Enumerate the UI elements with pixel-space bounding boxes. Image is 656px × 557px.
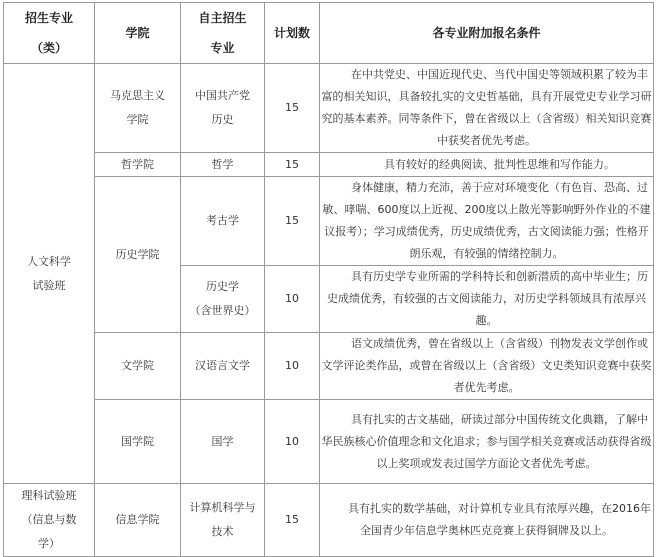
college-cell: 文学院 <box>95 333 181 400</box>
table-row <box>4 64 654 153</box>
table-row <box>4 333 654 400</box>
header-major-category-line2: （类） <box>30 41 67 55</box>
category-line: 试验班 <box>32 278 66 292</box>
major-cell: 哲学 <box>181 153 265 177</box>
category-line: （信息与数 <box>21 513 77 526</box>
condition-cell <box>320 400 654 484</box>
college-cell: 国学院 <box>95 400 181 484</box>
header-plan: 计划数 <box>265 3 320 64</box>
table-row <box>4 400 654 484</box>
condition-cell <box>320 266 654 333</box>
plan-cell: 15 <box>265 64 320 153</box>
category-line: 人文科学 <box>27 254 71 268</box>
condition-text: 具有扎实的古文基础，研读过部分中国传统文化典籍，了解中华民族核心价值理念和文化追求；参与国学相关竞赛或活动获得省级以上奖项或发表过国学方面论文者优先考虑。 <box>321 412 652 470</box>
header-row <box>4 3 654 64</box>
college-line: 学院 <box>126 113 149 126</box>
table-row <box>4 153 654 177</box>
header-self-major-line1: 自主招生 <box>198 11 247 25</box>
plan-cell: 10 <box>265 266 320 333</box>
category-line: 理科试验班 <box>21 489 77 502</box>
plan-cell: 10 <box>265 333 320 400</box>
enrollment-table <box>3 2 654 557</box>
college-cell <box>95 64 181 153</box>
header-conditions: 各专业附加报名条件 <box>320 3 654 64</box>
major-line: 计算机科学与 <box>189 501 256 514</box>
major-line: 技术 <box>211 525 234 538</box>
condition-text: 身体健康，精力充沛，善于应对环境变化（有色盲、恐高、过敏、哮喘、600度以上近视、200度以上散光等影响野外作业的不建议报考）；学习成绩优秀，历史成绩优秀，古文阅读能力强；性格开朗乐观，有较强的情绪控制力。 <box>322 181 651 260</box>
condition-cell <box>320 177 654 266</box>
major-cell <box>181 266 265 333</box>
header-major-category <box>4 3 95 64</box>
college-cell: 历史学院 <box>95 177 181 333</box>
major-line: 历史 <box>211 113 234 126</box>
major-cell <box>181 484 265 557</box>
major-cell: 考古学 <box>181 177 265 266</box>
condition-cell <box>320 333 654 400</box>
major-cell <box>181 64 265 153</box>
college-line: 马克思主义 <box>110 89 165 102</box>
plan-cell: 10 <box>265 400 320 484</box>
header-college: 学院 <box>95 3 181 64</box>
table-row <box>4 177 654 266</box>
condition-text: 具有较好的经典阅读、批判性思维和写作能力。 <box>384 157 615 171</box>
header-self-major-line2: 专业 <box>210 41 235 55</box>
major-line: （含世界史） <box>189 304 256 317</box>
header-major-category-line1: 招生专业 <box>24 11 73 25</box>
header-self-major <box>181 3 265 64</box>
condition-text: 在中共党史、中国近现代史、当代中国史等领域积累了较为丰富的相关知识，具备较扎实的文史哲基础，具有开展党史专业学习研究的基本素养。同等条件下，曾在省级以上（含省级）相关知识竞赛中获奖者优先考虑。 <box>321 68 652 147</box>
college-cell: 哲学院 <box>95 153 181 177</box>
table-row <box>4 484 654 557</box>
category-line: 学） <box>38 537 60 550</box>
condition-text: 具有历史学专业所需的学科特长和创新潜质的高中毕业生；历史成绩优秀，有较强的古文阅读能力，对历史学科领域具有浓厚兴趣。 <box>327 270 648 327</box>
condition-text: 具有扎实的数学基础，对计算机专业具有浓厚兴趣，在2016年全国青少年信息学奥林匹克竞赛上获得铜牌及以上。 <box>348 502 651 537</box>
major-cell: 汉语言文学 <box>181 333 265 400</box>
major-line: 历史学 <box>206 280 239 293</box>
plan-cell: 15 <box>265 177 320 266</box>
category-cell <box>4 484 95 557</box>
category-cell <box>4 64 95 484</box>
condition-cell <box>320 484 654 557</box>
college-cell: 信息学院 <box>95 484 181 557</box>
major-cell: 国学 <box>181 400 265 484</box>
plan-cell: 15 <box>265 153 320 177</box>
condition-text: 语文成绩优秀，曾在省级以上（含省级）刊物发表文学创作或文学评论类作品，或曾在省级以上（含省级）文史类知识竞赛中获奖者优先考虑。 <box>321 337 652 394</box>
major-line: 中国共产党 <box>195 89 250 102</box>
condition-cell <box>320 153 654 177</box>
condition-cell <box>320 64 654 153</box>
plan-cell: 15 <box>265 484 320 557</box>
